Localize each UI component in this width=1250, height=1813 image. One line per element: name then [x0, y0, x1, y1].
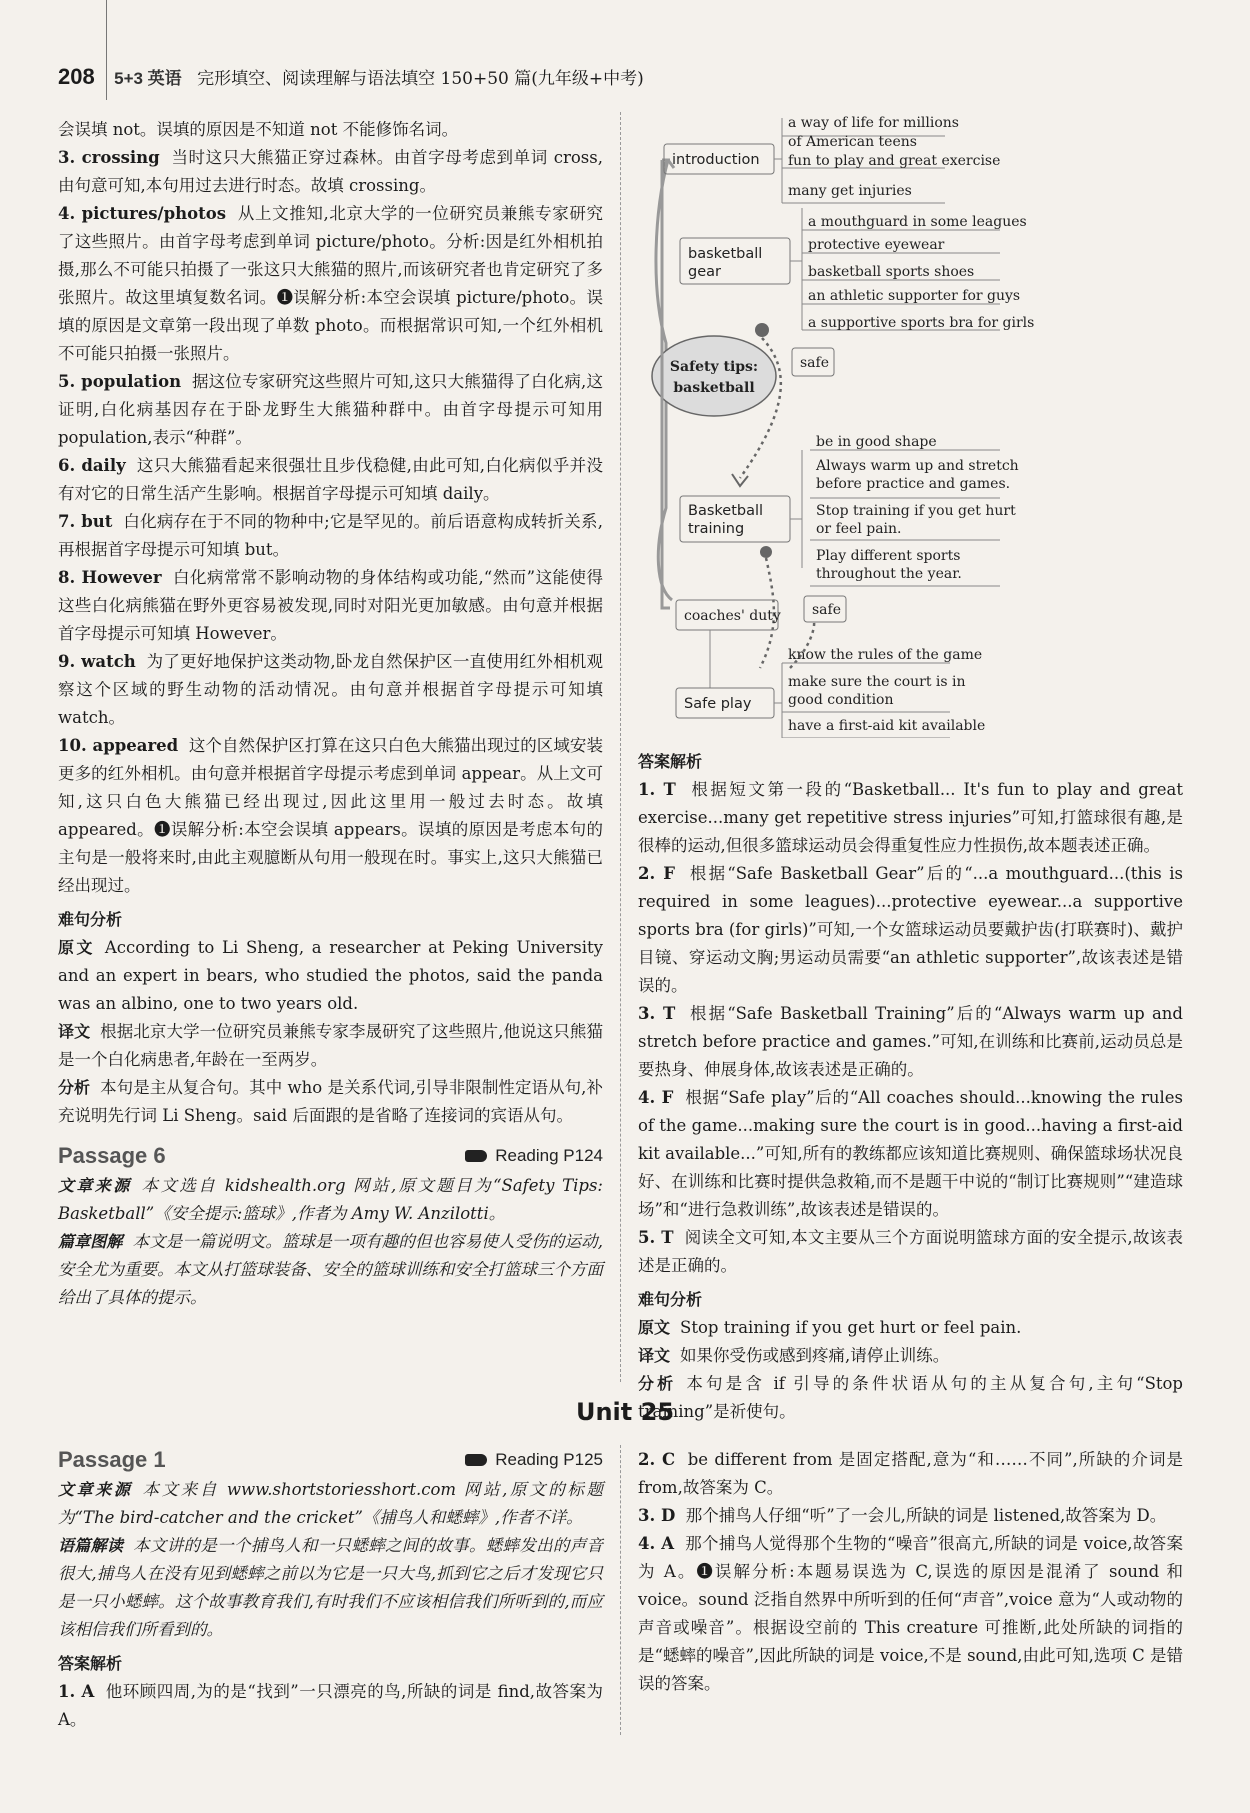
article-diagram-note: 篇章图解 本文是一篇说明文。篮球是一项有趣的但也容易使人受伤的运动,安全尤为重要。本文从打篮球装备、安全的篮球训练和安全打篮球三个方面给出了具体的提示。 — [58, 1232, 603, 1307]
svg-text:a mouthguard in some leagues: a mouthguard in some leagues — [808, 214, 1027, 230]
center-node — [652, 336, 776, 416]
article-summary: 语篇解读 本文讲的是一个捕鸟人和一只蟋蟀之间的故事。蟋蟀发出的声音很大,捕鸟人在没有见到蟋蟀之前以为它是一只大鸟,抓到它之后才发现它只是一只小蟋蟀。这个故事教育我们,有时我们不应该相信我们所听到的,而应该相信我们所看到的。 — [58, 1536, 603, 1639]
svg-text:Basketball: Basketball — [688, 503, 764, 519]
svg-text:throughout the year.: throughout the year. — [816, 566, 962, 582]
answer-item: 3. D 那个捕鸟人仔细“听”了一会儿,所缺的词是 listened,故答案为 D。 — [638, 1506, 1167, 1525]
page-number: 208 — [58, 64, 95, 89]
answer-item: 9. watch 为了更好地保护这类动物,卧龙自然保护区一直使用红外相机观察这个区域的野生动物的活动情况。由句意并根据首字母提示可知填 watch。 — [58, 652, 603, 727]
translation: 译文 根据北京大学一位研究员兼熊专家李晟研究了这些照片,他说这只熊猫是一个白化病患者,年龄在一至两岁。 — [58, 1022, 603, 1069]
pointing-hand-icon — [465, 1150, 487, 1162]
svg-text:training: training — [688, 521, 745, 537]
svg-text:Play different sports: Play different sports — [816, 548, 961, 564]
svg-text:know the rules of the game: know the rules of the game — [788, 647, 983, 663]
column-divider-top — [620, 112, 621, 1382]
analysis: 分析 本句是主从复合句。其中 who 是关系代词,引导非限制性定语从句,补充说明先行词 Li Sheng。said 后面跟的是省略了连接词的宾语从句。 — [58, 1078, 603, 1125]
svg-text:safe: safe — [800, 355, 829, 371]
answer-item: 8. However 白化病常常不影响动物的身体结构或功能,“然而”这能使得这些白化病熊猫在野外更容易被发现,同时对阳光更加敏感。由句意并根据首字母提示可知填 However。 — [58, 568, 603, 643]
section-heading: 难句分析 — [58, 910, 123, 929]
translation: 译文 如果你受伤或感到疼痛,请停止训练。 — [638, 1346, 950, 1365]
svg-text:a way of life for millions: a way of life for millions — [788, 115, 959, 131]
answer-item: 4. F 根据“Safe play”后的“All coaches should...knowing the rules of the game...making sure the court is in good...having a first-aid kit available...”可知,所有的教练都应该知道比赛规则、确保篮球场状况良好、在训练和比赛时提供急救箱,而不是题干中说的“制订比赛规则”“建造球场”和“进行急救训练”,故该表述是错误的。 — [638, 1088, 1184, 1219]
answer-item: 3. T 根据“Safe Basketball Training”后的“Always warm up and stretch before practice and games.”可知,在训练和比赛前,运动员总是要热身、伸展身体,故该表述是正确的。 — [638, 1004, 1183, 1079]
article-source: 文章来源 本文选自 kidshealth.org 网站,原文题目为“Safety Tips: Basketball”《安全提示:篮球》,作者为 Amy W. Anzilotti。 — [58, 1176, 603, 1223]
section-heading: 答案解析 — [638, 752, 703, 771]
svg-text:safe: safe — [812, 602, 841, 618]
svg-text:make sure the court is in: make sure the court is in — [788, 674, 966, 690]
svg-text:protective eyewear: protective eyewear — [808, 237, 945, 253]
unit-title: Unit 25 — [575, 1398, 675, 1426]
svg-text:introduction: introduction — [672, 152, 760, 168]
section-heading: 难句分析 — [638, 1290, 703, 1309]
answer-item: 1. A 他环顾四周,为的是“找到”一只漂亮的鸟,所缺的词是 find,故答案为 A。 — [58, 1682, 603, 1729]
answer-item: 会误填 not。误填的原因是不知道 not 不能修饰名词。 — [58, 120, 459, 139]
svg-text:have a first-aid kit available: have a first-aid kit available — [788, 718, 986, 734]
bottom-left-column — [58, 1446, 603, 1734]
answer-item: 2. C be different from 是固定搭配,意为“和……不同”,所缺的介词是 from,故答案为 C。 — [638, 1450, 1183, 1497]
svg-text:Safe play: Safe play — [684, 696, 752, 712]
book-title: 完形填空、阅读理解与语法填空 150+50 篇(九年级+中考) — [197, 69, 644, 89]
svg-text:or feel pain.: or feel pain. — [816, 521, 902, 537]
bottom-right-column — [638, 1446, 1183, 1698]
svg-text:gear: gear — [688, 264, 721, 280]
page-header — [58, 64, 644, 90]
answer-item: 6. daily 这只大熊猫看起来很强壮且步伐稳健,由此可知,白化病似乎并没有对它的日常生活产生影响。根据首字母提示可知填 daily。 — [58, 456, 603, 503]
reading-ref: Reading P124 — [465, 1142, 603, 1170]
pointing-hand-icon — [465, 1454, 487, 1466]
svg-text:good condition: good condition — [788, 692, 894, 708]
svg-text:basketball: basketball — [688, 246, 763, 262]
mind-map — [640, 108, 1200, 738]
analysis: 分析 本句是含 if 引导的条件状语从句的主从复合句,主句“Stop training”是祈使句。 — [638, 1374, 1183, 1421]
answer-item: 4. A 那个捕鸟人觉得那个生物的“噪音”很高亢,所缺的词是 voice,故答案为 A。❶误解分析:本题易误选为 C,误选的原因是混淆了 sound 和 voice。sound 泛指自然界中所听到的任何“声音”,voice 意为“人或动物的声音或噪音”。根据设空前的 This creature 可推断,此处所缺的词指的是“蟋蟀的噪音”,因此所缺的词是 voice,不是 sound,由此可知,选项 C 是错误的答案。 — [638, 1534, 1183, 1693]
column-divider-bottom — [620, 1445, 621, 1735]
right-column — [638, 742, 1183, 1426]
svg-text:a supportive sports bra for gi: a supportive sports bra for girls — [808, 315, 1035, 331]
original-sentence: 原文 According to Li Sheng, a researcher at Peking University and an expert in bears, who studied the photos, said the panda was an albino, one to two years old. — [58, 938, 603, 1013]
svg-text:before practice and games.: before practice and games. — [816, 476, 1011, 492]
answer-item: 7. but 白化病存在于不同的物种中;它是罕见的。前后语意构成转折关系,再根据首字母提示可知填 but。 — [58, 512, 604, 559]
answer-item: 3. crossing 当时这只大熊猫正穿过森林。由首字母考虑到单词 cross,由句意可知,本句用过去进行时态。故填 crossing。 — [58, 148, 603, 195]
left-column — [58, 116, 603, 1312]
svg-text:basketball sports shoes: basketball sports shoes — [808, 264, 975, 280]
passage-heading: Passage 1 Reading P125 — [58, 1447, 603, 1472]
article-source: 文章来源 本文来自 www.shortstoriesshort.com 网站,原文的标题为“The bird-catcher and the cricket”《捕鸟人和蟋蟀》,作者不详。 — [58, 1480, 603, 1527]
svg-text:fun to play and great exercise: fun to play and great exercise — [788, 153, 1001, 169]
section-heading: 答案解析 — [58, 1654, 123, 1673]
original-sentence: 原文 Stop training if you get hurt or feel pain. — [638, 1318, 1022, 1337]
answer-item: 5. population 据这位专家研究这些照片可知,这只大熊猫得了白化病,这证明,白化病基因存在于卧龙野生大熊猫种群中。由首字母提示可知用 population,表示“种群”。 — [58, 372, 603, 447]
brand-label: 5+3 英语 — [114, 69, 182, 88]
answer-item: 5. T 阅读全文可知,本文主要从三个方面说明篮球方面的安全提示,故该表述是正确的。 — [638, 1228, 1183, 1275]
svg-text:an athletic supporter for guys: an athletic supporter for guys — [808, 288, 1021, 304]
svg-text:Stop training if you get hurt: Stop training if you get hurt — [816, 503, 1016, 519]
svg-text:Always warm up and stretch: Always warm up and stretch — [816, 458, 1019, 474]
answer-item: 2. F 根据“Safe Basketball Gear”后的“...a mouthguard...(this is required in some leagues)...protective eyewear...a supportive sports bra (for girls)”可知,一个女篮球运动员要戴护齿(打联赛时)、戴护目镜、穿运动文胸;男运动员需要“an athletic supporter”,故该表述是错误的。 — [638, 864, 1183, 995]
svg-text:of American teens: of American teens — [788, 134, 917, 150]
passage-heading: Passage 6 Reading P124 — [58, 1143, 603, 1168]
center-label: basketball — [673, 380, 755, 396]
answer-item: 1. T 根据短文第一段的“Basketball... It's fun to play and great exercise...many get repetitive stress injuries”可知,打篮球很有趣,是很棒的运动,但很多篮球运动员会得重复性应力性损伤,故本题表述正确。 — [638, 780, 1183, 855]
reading-ref: Reading P125 — [465, 1446, 603, 1474]
svg-text:many get injuries: many get injuries — [788, 183, 912, 199]
answer-item: 4. pictures/photos 从上文推知,北京大学的一位研究员兼熊专家研究了这些照片。由首字母考虑到单词 picture/photo。分析:因是红外相机拍摄,那么不可能只拍摄了一张这只大熊猫的照片,而该研究者也肯定研究了多张照片。故这里填复数名词。❶误解分析:本空会误填 picture/photo。误填的原因是文章第一段出现了单数 photo。而根据常识可知,一个红外相机不可能只拍摄一张照片。 — [58, 204, 603, 363]
svg-text:be in good shape: be in good shape — [816, 434, 937, 450]
center-label: Safety tips: — [669, 359, 759, 375]
svg-text:coaches' duty: coaches' duty — [684, 608, 781, 624]
answer-item: 10. appeared 这个自然保护区打算在这只白色大熊猫出现过的区域安装更多的红外相机。由句意并根据首字母提示考虑到单词 appear。从上文可知,这只白色大熊猫已经出现过,因此这里用一般过去时态。故填 appeared。❶误解分析:本空会误填 appears。误填的原因是考虑本句的主句是一般将来时,由此主观臆断从句用一般现在时。事实上,这只大熊猫已经出现过。 — [58, 736, 603, 895]
